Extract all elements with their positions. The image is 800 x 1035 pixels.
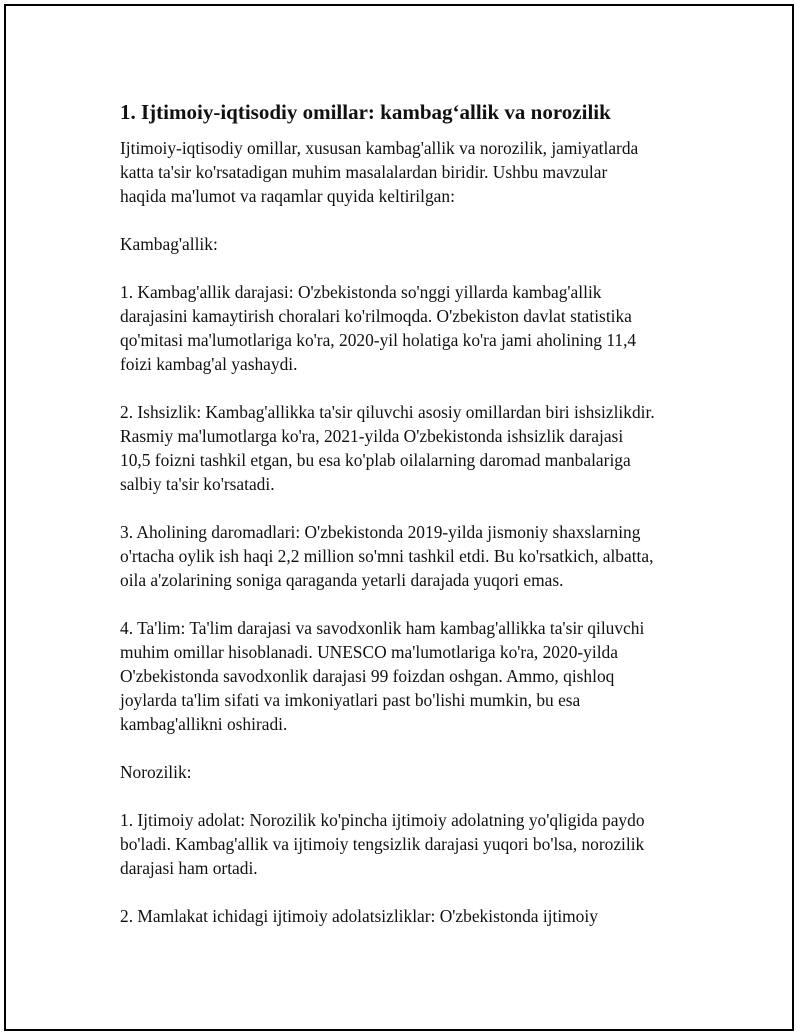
paragraph: [120, 232, 700, 256]
page-frame: [4, 4, 794, 1031]
text-line: bo'ladi. Kambag'allik va ijtimoiy tengsizlik darajasi yuqori bo'lsa, norozilik: [120, 834, 645, 854]
text-line: Ijtimoiy-iqtisodiy omillar, xususan kambag'allik va norozilik, jamiyatlarda: [120, 138, 639, 158]
text-line: darajasi ham ortadi.: [120, 858, 258, 878]
text-line: joylarda ta'lim sifati va imkoniyatlari past bo'lishi mumkin, bu esa: [120, 690, 581, 710]
text-line: haqida ma'lumot va raqamlar quyida keltirilgan:: [120, 186, 455, 206]
text-line: 1. Ijtimoiy adolat: Norozilik ko'pincha ijtimoiy adolatning yo'qligida paydo: [120, 810, 645, 830]
document-content: [120, 98, 700, 952]
text-line: O'zbekistonda savodxonlik darajasi 99 foizdan oshgan. Ammo, qishloq: [120, 666, 615, 686]
paragraph: [120, 808, 700, 880]
paragraph: [120, 400, 700, 496]
text-line: 10,5 foizni tashkil etgan, bu esa ko'plab oilalarning daromad manbalariga: [120, 450, 631, 470]
text-line: 4. Ta'lim: Ta'lim darajasi va savodxonlik ham kambag'allikka ta'sir qiluvchi: [120, 618, 645, 638]
section-title: 1. Ijtimoiy-iqtisodiy omillar: kambag‘allik va norozilik: [120, 100, 611, 124]
text-line: kambag'allikni oshiradi.: [120, 714, 288, 734]
paragraph: [120, 904, 700, 928]
text-line: Rasmiy ma'lumotlarga ko'ra, 2021-yilda O'zbekistonda ishsizlik darajasi: [120, 426, 624, 446]
text-line: 2. Mamlakat ichidagi ijtimoiy adolatsizliklar: O'zbekistonda ijtimoiy: [120, 906, 598, 926]
text-line: darajasini kamaytirish choralari ko'rilmoqda. O'zbekiston davlat statistika: [120, 306, 632, 326]
text-line: 2. Ishsizlik: Kambag'allikka ta'sir qiluvchi asosiy omillardan biri ishsizlikdir.: [120, 402, 655, 422]
text-line: foizi kambag'al yashaydi.: [120, 354, 298, 374]
text-line: Norozilik:: [120, 762, 192, 782]
paragraph: [120, 520, 700, 592]
text-line: oila a'zolarining soniga qaraganda yetarli darajada yuqori emas.: [120, 570, 564, 590]
text-line: 1. Kambag'allik darajasi: O'zbekistonda so'nggi yillarda kambag'allik: [120, 282, 602, 302]
paragraph: [120, 616, 700, 736]
text-line: qo'mitasi ma'lumotlariga ko'ra, 2020-yil holatiga ko'ra jami aholining 11,4: [120, 330, 637, 350]
paragraph: [120, 136, 700, 208]
text-line: katta ta'sir ko'rsatadigan muhim masalalardan biridir. Ushbu mavzular: [120, 162, 608, 182]
paragraph-list: [120, 136, 700, 928]
text-line: salbiy ta'sir ko'rsatadi.: [120, 474, 275, 494]
text-line: 3. Aholining daromadlari: O'zbekistonda 2019-yilda jismoniy shaxslarning: [120, 522, 641, 542]
text-line: Kambag'allik:: [120, 234, 218, 254]
paragraph: [120, 760, 700, 784]
text-line: muhim omillar hisoblanadi. UNESCO ma'lumotlariga ko'ra, 2020-yilda: [120, 642, 618, 662]
paragraph: [120, 280, 700, 376]
text-line: o'rtacha oylik ish haqi 2,2 million so'mni tashkil etdi. Bu ko'rsatkich, albatta,: [120, 546, 654, 566]
